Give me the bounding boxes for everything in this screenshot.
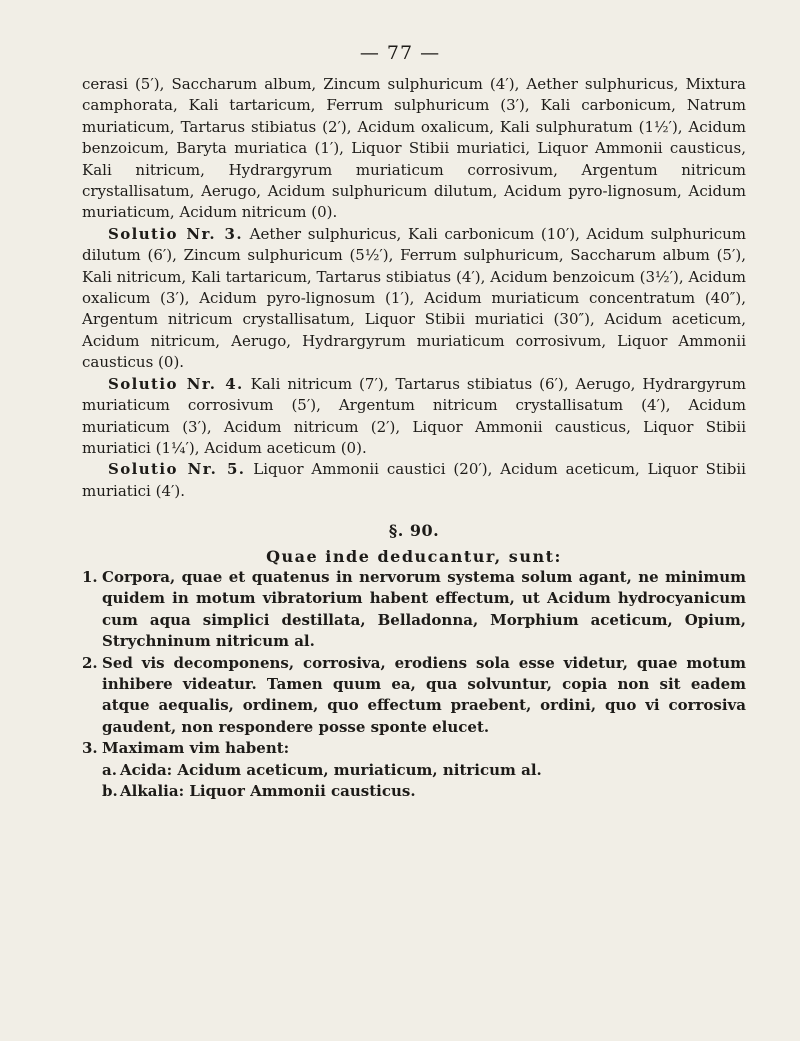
- list-item-text: Maximam vim habent:: [102, 739, 290, 758]
- list-item: [82, 567, 746, 653]
- page-number: — 77 —: [359, 42, 441, 64]
- paragraph-text: Aether sulphuricus, Kali carbonicum (10′), Acidum sulphuricum dilutum (6′), Zincum sulphuricum (5½′), Ferrum sulphuricum, Saccharum album (5′), Kali nitricum, Kali tartaricum, Tartarus stibiatus (4′), Acidum benzoicum (3½′), Acidum oxalicum (3′), Acidum pyro-lignosum (1′), Acidum muriaticum concentratum (40″), Argentum nitricum crystallisatum, Liquor Stibii muriatici (30″), Acidum aceticum, Acidum nitricum, Aerugo, Hydrargyrum muriaticum corrosivum, Liquor Ammonii causticus (0).: [82, 224, 746, 372]
- sub-list-item-text: Acida: Acidum aceticum, muriaticum, nitricum al.: [120, 760, 542, 779]
- paragraph: cerasi (5′), Saccharum album, Zincum sulphuricum (4′), Aether sulphuricus, Mixtura camphorata, Kali tartaricum, Ferrum sulphuricum (3′), Kali carbonicum, Natrum muriaticum, Tartarus stibiatus (2′), Acidum oxalicum, Kali sulphuratum (1½′), Acidum benzoicum, Baryta muriatica (1′), Liquor Stibii muriatici, Liquor Ammonii causticus, Kali nitricum, Hydrargyrum muriaticum corrosivum, Argentum nitricum crystallisatum, Aerugo, Acidum sulphuricum dilutum, Acidum pyro-lignosum, Acidum muriaticum, Acidum nitricum (0).: [82, 75, 746, 222]
- solutio-label: Solutio Nr. 4.: [108, 374, 244, 393]
- paragraph-solutio-5: [82, 459, 746, 502]
- solutio-label: Solutio Nr. 5.: [108, 460, 246, 479]
- solutio-label: Solutio Nr. 3.: [108, 224, 243, 243]
- section-heading: Quae inde deducantur, sunt:: [266, 546, 562, 566]
- sub-list-item-letter: a.: [102, 760, 117, 779]
- paragraph-text: Liquor Ammonii caustici (20′), Acidum aceticum, Liquor Stibii muriatici (4′).: [82, 460, 746, 500]
- list-item-number: 3.: [82, 739, 98, 758]
- sub-list-item: [82, 760, 746, 781]
- paragraph-text: Kali nitricum (7′), Tartarus stibiatus (6′), Aerugo, Hydrargyrum muriaticum corrosivum (5′), Argentum nitricum crystallisatum (4′), Acidum muriaticum (3′), Acidum nitricum (2′), Liquor Ammonii causticus, Liquor Stibii muriatici (1¼′), Acidum aceticum (0).: [82, 374, 746, 457]
- list-item-text: Sed vis decomponens, corrosiva, erodiens sola esse videtur, quae motum inhibere videatur. Tamen quum ea, qua solvuntur, copia non sit eadem atque aequalis, ordinem, quo effectum praebent, ordini, quo vi corrosiva gaudent, non respondere posse sponte elucet.: [102, 653, 746, 736]
- list-item-number: 2.: [82, 653, 98, 672]
- section-number: §. 90.: [388, 521, 440, 541]
- sub-list-item: [82, 781, 746, 802]
- sub-list-item-letter: b.: [102, 782, 118, 800]
- list-item: [82, 738, 746, 759]
- paragraph-solutio-3: [82, 224, 746, 374]
- sub-list-item-text: Alkalia: Liquor Ammonii causticus.: [120, 782, 416, 800]
- body-text: [82, 74, 746, 802]
- paragraph-solutio-4: [82, 374, 746, 460]
- list-item-text: Corpora, quae et quatenus in nervorum systema solum agant, ne minimum quidem in motum vibratorium habent effectum, ut Acidum hydrocyanicum cum aqua simplici destillata, Belladonna, Morphium aceticum, Opium, Strychninum nitricum al.: [102, 567, 746, 651]
- list-item-number: 1.: [82, 567, 98, 586]
- list-item: [82, 653, 746, 739]
